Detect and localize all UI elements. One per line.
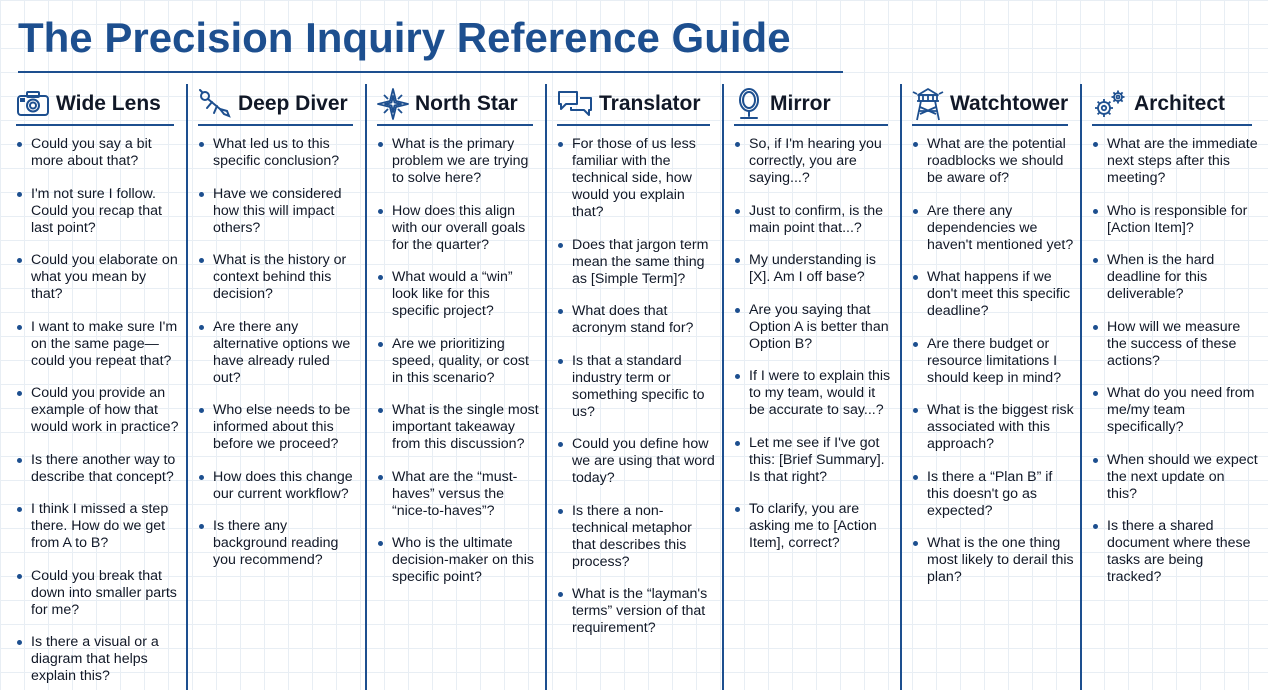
question-item: Are there any dependencies we haven't mentioned yet? <box>912 203 1074 254</box>
column-title: Mirror <box>770 92 831 115</box>
question-item: Are we prioritizing speed, quality, or cost in this scenario? <box>377 336 539 387</box>
column-title: Watchtower <box>950 92 1069 115</box>
question-item: What is the “layman's terms” version of that requirement? <box>557 586 716 637</box>
question-list <box>198 126 359 569</box>
question-item: Could you say a bit more about that? <box>16 136 180 170</box>
question-item: My understanding is [X]. Am I off base? <box>734 252 894 286</box>
column-header <box>734 84 888 126</box>
column-title: North Star <box>415 92 518 115</box>
column-title: Wide Lens <box>56 92 161 115</box>
question-item: What is the one thing most likely to derail this plan? <box>912 535 1074 586</box>
question-item: What happens if we don't meet this specific deadline? <box>912 269 1074 320</box>
question-item: I think I missed a step there. How do we get from A to B? <box>16 501 180 552</box>
question-item: To clarify, you are asking me to [Action Item], correct? <box>734 501 894 552</box>
page-title: The Precision Inquiry Reference Guide <box>18 14 791 61</box>
gears-icon <box>1092 88 1128 120</box>
mirror-icon <box>734 88 764 120</box>
question-item: What are the “must-haves” versus the “nice-to-haves”? <box>377 469 539 520</box>
question-item: How does this align with our overall goals for the quarter? <box>377 203 539 254</box>
question-item: When should we expect the next update on this? <box>1092 452 1258 503</box>
column-north-star <box>365 84 545 690</box>
question-item: I'm not sure I follow. Could you recap that last point? <box>16 186 180 237</box>
column-header <box>912 84 1068 126</box>
diver-icon <box>198 89 232 119</box>
question-item: How will we measure the success of these actions? <box>1092 319 1258 370</box>
column-header <box>16 84 174 126</box>
question-item: Have we considered how this will impact others? <box>198 186 359 237</box>
column-header <box>557 84 710 126</box>
question-item: What do you need from me/my team specifically? <box>1092 385 1258 436</box>
question-item: Are there any alternative options we have already ruled out? <box>198 319 359 387</box>
column-header <box>1092 84 1252 126</box>
question-item: Could you define how we are using that word today? <box>557 436 716 487</box>
star-icon <box>377 88 409 120</box>
question-list <box>377 126 539 586</box>
watchtower-icon <box>912 87 944 121</box>
question-item: What does that acronym stand for? <box>557 303 716 337</box>
column-header <box>198 84 353 126</box>
question-item: Could you elaborate on what you mean by that? <box>16 252 180 303</box>
question-item: Who is the ultimate decision-maker on this specific point? <box>377 535 539 586</box>
question-item: If I were to explain this to my team, would it be accurate to say...? <box>734 368 894 419</box>
question-item: For those of us less familiar with the technical side, how would you explain that? <box>557 136 716 221</box>
question-item: Does that jargon term mean the same thing as [Simple Term]? <box>557 237 716 288</box>
column-wide-lens <box>6 84 186 690</box>
question-item: So, if I'm hearing you correctly, you are saying...? <box>734 136 894 187</box>
question-item: What is the biggest risk associated with this approach? <box>912 402 1074 453</box>
question-item: What led us to this specific conclusion? <box>198 136 359 170</box>
question-list <box>16 126 180 685</box>
question-item: What would a “win” look like for this specific project? <box>377 269 539 320</box>
question-item: Are there budget or resource limitations I should keep in mind? <box>912 336 1074 387</box>
question-item: What are the immediate next steps after this meeting? <box>1092 136 1258 187</box>
question-item: Who else needs to be informed about this before we proceed? <box>198 402 359 453</box>
question-item: I want to make sure I'm on the same page—could you repeat that? <box>16 319 180 370</box>
question-item: Is there a shared document where these tasks are being tracked? <box>1092 518 1258 586</box>
question-item: What are the potential roadblocks we should be aware of? <box>912 136 1074 187</box>
question-item: Who is responsible for [Action Item]? <box>1092 203 1258 237</box>
question-item: Is there any background reading you recommend? <box>198 518 359 569</box>
camera-icon <box>16 90 50 118</box>
column-translator <box>545 84 722 690</box>
question-item: Are you saying that Option A is better than Option B? <box>734 302 894 353</box>
question-item: Could you provide an example of how that would work in practice? <box>16 385 180 436</box>
column-watchtower <box>900 84 1080 690</box>
title-underline <box>18 71 843 73</box>
column-architect <box>1080 84 1264 690</box>
question-item: What is the single most important takeaway from this discussion? <box>377 402 539 453</box>
question-item: Is there a visual or a diagram that helps explain this? <box>16 634 180 685</box>
column-title: Deep Diver <box>238 92 348 115</box>
question-item: When is the hard deadline for this deliverable? <box>1092 252 1258 303</box>
column-title: Architect <box>1134 92 1226 115</box>
question-list <box>734 126 894 552</box>
question-item: Is there a non-technical metaphor that describes this process? <box>557 503 716 571</box>
question-list <box>912 126 1074 586</box>
question-item: What is the history or context behind this decision? <box>198 252 359 303</box>
question-item: Is there a “Plan B” if this doesn't go as expected? <box>912 469 1074 520</box>
question-item: How does this change our current workflow? <box>198 469 359 503</box>
column-mirror <box>722 84 900 690</box>
question-list <box>557 126 716 637</box>
column-header <box>377 84 533 126</box>
question-list <box>1092 126 1258 586</box>
columns-container <box>6 84 1264 690</box>
question-item: Just to confirm, is the main point that...? <box>734 203 894 237</box>
column-deep-diver <box>186 84 365 690</box>
column-title: Translator <box>599 92 701 115</box>
question-item: What is the primary problem we are trying to solve here? <box>377 136 539 187</box>
speech-bubbles-icon <box>557 89 593 119</box>
question-item: Could you break that down into smaller parts for me? <box>16 568 180 619</box>
question-item: Is that a standard industry term or something specific to us? <box>557 353 716 421</box>
question-item: Is there another way to describe that concept? <box>16 452 180 486</box>
question-item: Let me see if I've got this: [Brief Summary]. Is that right? <box>734 435 894 486</box>
